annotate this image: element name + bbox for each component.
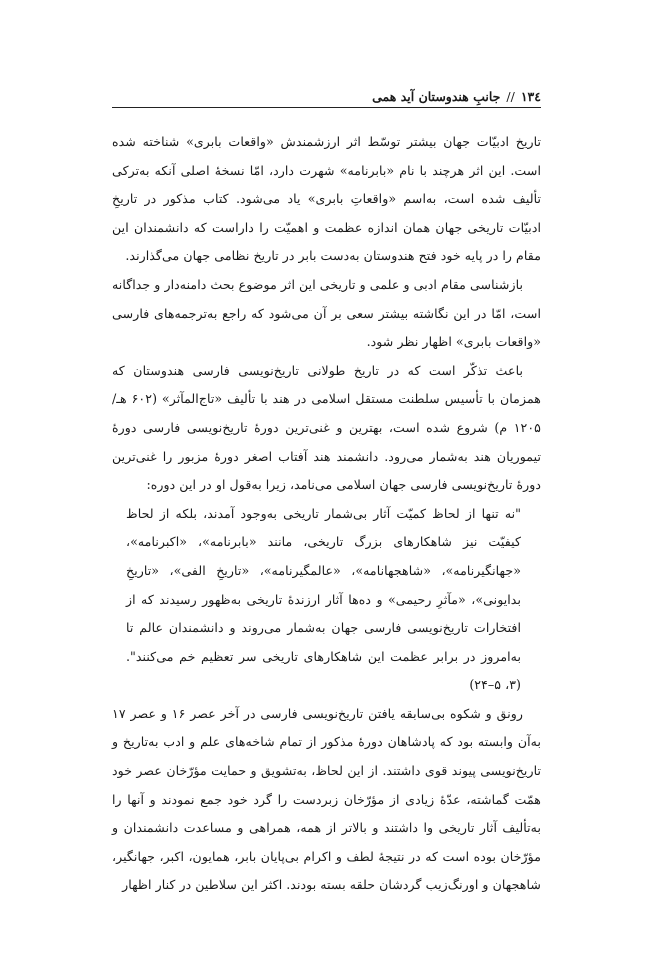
block-quote: "نه تنها از لحاظ کمیّت آثار بی‌شمار تاریخی به‌وجود آمدند، بلکه از لحاظ کیفیّت نیز شاهکارهای بزرگ تاریخی، مانند «بابرنامه»، «اکبرنامه»، «جهانگیرنامه»، «شاهجهانامه»، «عالمگیرنامه»، «تاریخِ الفی»، «تاریخِ بدایونی»، «مآثرِ رحیمی» و ده‌ها آثار ارزندهٔ تاریخی به‌ظهور رسیدند که از افتخارات تاریخ‌نویسی فارسی جهان به‌شمار می‌روند و دانشمندان عالم تا به‌امروز در برابر عظمت این شاهکارهای تاریخی سر تعظیم خم می‌کنند". (۳، ۵–۲۴) bbox=[126, 505, 521, 693]
paragraph-3: باعث تذکّر است که در تاریخ طولانی تاریخ‌نویسی فارسی هندوستان که همزمان با تأسیس سلطنت مستقل اسلامی در هند با تألیف «تاج‌المآثر» (۶۰۲ هـ/۱۲۰۵ م) شروع شده است، بهترین و غنی‌ترین دورهٔ تاریخ‌نویسی فارسی دورهٔ تیموریان هند به‌شمار می‌رود. دانشمند هند آفتاب اصغر دورهٔ مزبور را غنی‌ترین دورهٔ تاریخ‌نویسی فارسی جهان اسلامی می‌نامد، زیرا به‌قول او در این دوره: bbox=[112, 362, 541, 493]
running-header bbox=[112, 82, 541, 104]
paragraph-4: رونق و شکوه بی‌سابقه یافتن تاریخ‌نویسی فارسی در آخر عصر ۱۶ و عصر ۱۷ به‌آن وابسته بود که پادشاهان دورهٔ مذکور از تمام شاخه‌های علم و ادب به‌تاریخ و تاریخ‌نویسی پیوند قوی داشتند. از این لحاظ، به‌تشویق و حمایت مؤرّخان عصر خود همّت گماشته، عدّهٔ زیادی از مؤرّخان زبردست را گرد خود جمع نمودند و آنها را به‌تألیف آثار تاریخی وا داشتند و بالاتر از همه، همراهی و مساعدت دانشمندان و مؤرّخان بوده است که در نتیجهٔ لطف و اکرام بی‌پایان بابر، همایون، اکبر، جهانگیر، شاهجهان و اورنگ‌زیب گردشان حلقه بسته بودند. اکثر این سلاطین در کنار اظهار bbox=[112, 705, 541, 893]
page-number: ۱۳٤ bbox=[520, 89, 541, 104]
header-separator: // bbox=[506, 89, 515, 104]
book-title: جانبِ هندوستان آید همی bbox=[372, 89, 501, 104]
header-rule bbox=[112, 107, 541, 108]
paragraph-2: بازشناسی مقام ادبی و علمی و تاریخی این اثر موضوع بحث دامنه‌دار و جداگانه است، امّا در این نگاشته بیشتر سعی بر آن می‌شود که راجع به‌ترجمه‌های فارسی «واقعات بابری» اظهار نظر شود. bbox=[112, 276, 541, 350]
body-text bbox=[112, 128, 541, 900]
paragraph-1: تاریخ ادبیّات جهان بیشتر توسّط اثر ارزشمندش «واقعات بابری» شناخته شده است. این اثر هرچند با نام «بابرنامه» شهرت دارد، امّا نسخهٔ اصلی آنکه به‌ترکی تألیف شده است، به‌اسم «واقعاتِ بابری» یاد می‌شود. کتاب مذکور در تاریخِ ادبیّات تاریخی جهان همان اندازه عظمت و اهمیّت را داراست که دانشمندان این مقام را در پایه خود فتح هندوستان به‌دست بابر در تاریخ نظامی جهان می‌گذارند. bbox=[112, 134, 541, 264]
